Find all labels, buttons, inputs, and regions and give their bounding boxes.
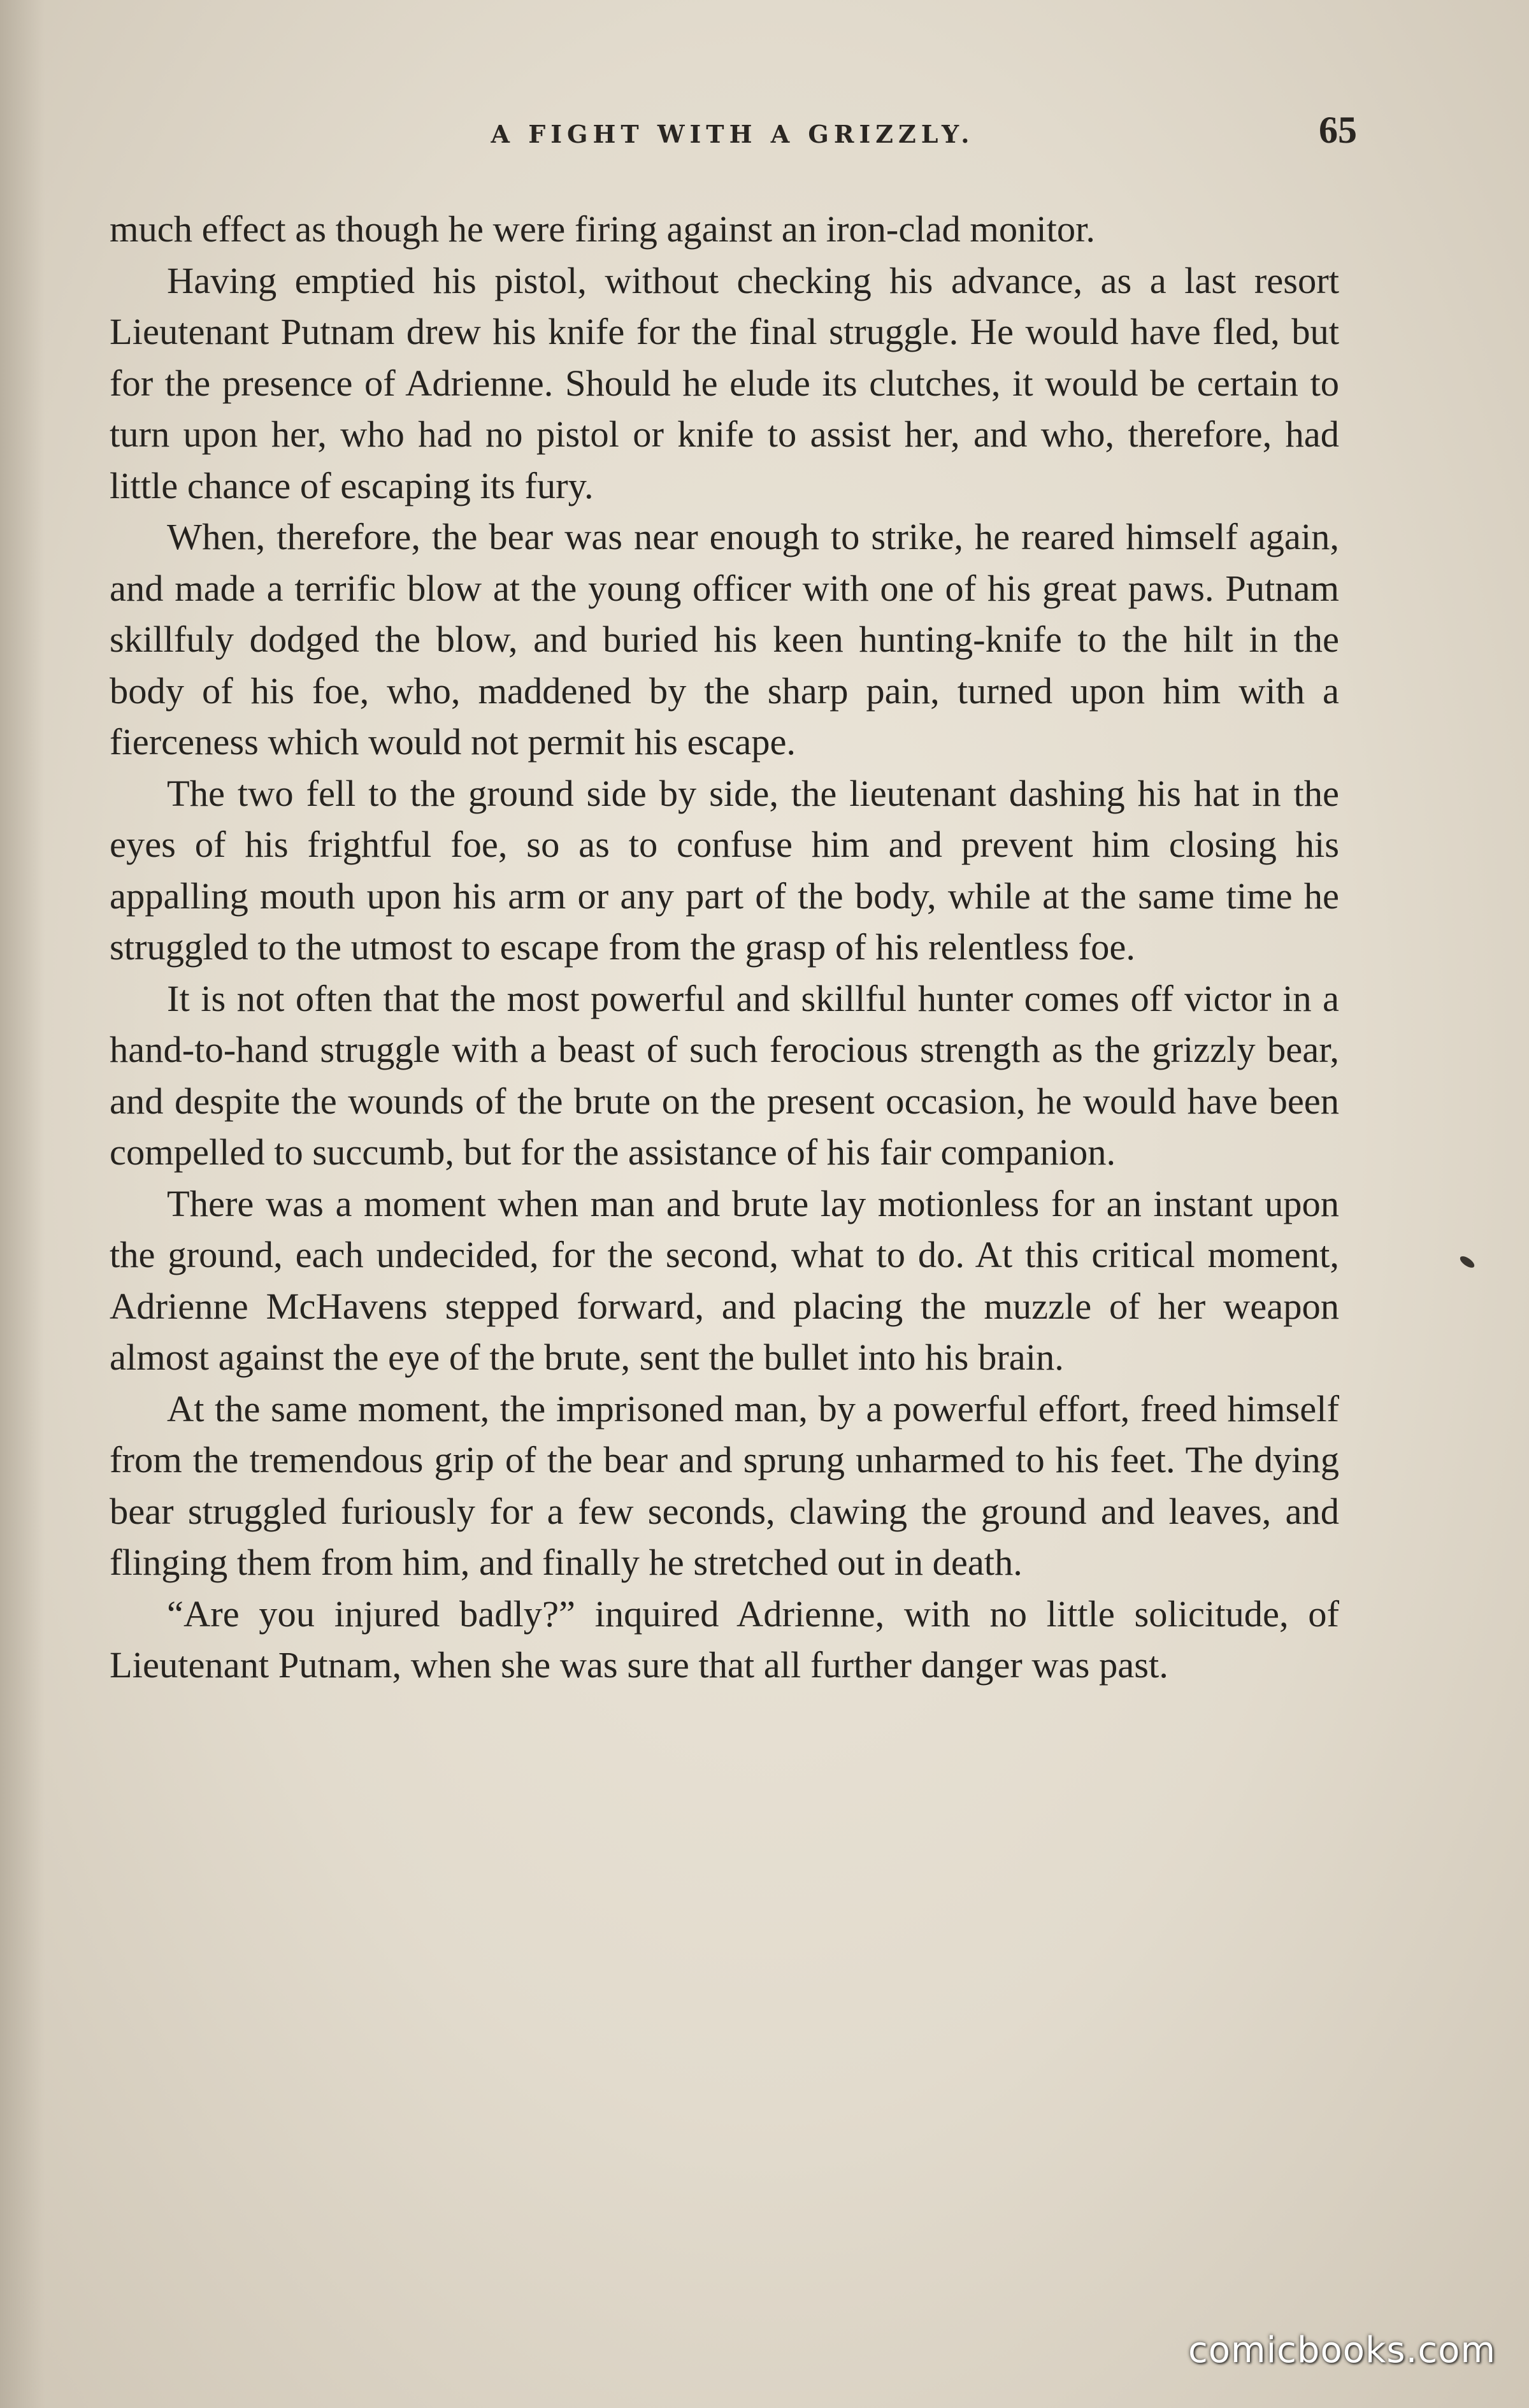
paragraph-4: The two fell to the ground side by side, the lieutenant dashing his hat in the eyes of his frightful foe, so as to confuse him and prevent him closing his appalling mouth upon his arm or any part of the body, while at the same time he struggled to the utmost to escape from the grasp of his relentless foe.: [110, 772, 1339, 968]
page-number: 65: [1319, 109, 1357, 151]
paragraph-7: At the same moment, the imprisoned man, by a powerful effort, freed himself from the tremendous grip of the bear and sprung unharmed to his feet. The dying bear struggled furiously for a few seconds, clawing the ground and leaves, and flinging them from him, and finally he stretched out in death.: [110, 1387, 1339, 1583]
paragraph-6: There was a moment when man and brute lay motionless for an instant upon the ground, each undecided, for the second, what to do. At this critical moment, Adrienne McHavens stepped forward, and placing the muzzle of her weapon almost against the eye of the brute, sent the bullet into his brain.: [110, 1182, 1339, 1378]
paragraph-1: much effect as though he were firing against an iron-clad monitor.: [110, 208, 1096, 250]
paper-speck: [1458, 1254, 1476, 1270]
paragraph-5: It is not often that the most powerful and skillful hunter comes off victor in a hand-to-hand struggle with a beast of such ferocious strength as the grizzly bear, and despite the wounds of the brute on the present occasion, he would have been compelled to succumb, but for the assistance of his fair companion.: [110, 977, 1339, 1173]
paragraph-2: Having emptied his pistol, without checking his advance, as a last resort Lieutenant Putnam drew his knife for the final struggle. He would have fled, but for the presence of Adrienne. Should he elude its clutches, it would be certain to turn upon her, who had no pistol or knife to assist her, and who, therefore, had little chance of escaping its fury.: [110, 259, 1339, 506]
chapter-title: A FIGHT WITH A GRIZZLY.: [491, 120, 975, 148]
running-head: [108, 108, 1357, 153]
watermark: comicbooks.com: [1188, 2330, 1496, 2371]
paragraph-8: “Are you injured badly?” inquired Adrienne, with no little solicitude, of Lieutenant Putnam, when she was sure that all further danger was past.: [110, 1593, 1339, 1686]
paragraph-3: When, therefore, the bear was near enough to strike, he reared himself again, and made a terrific blow at the young officer with one of his great paws. Putnam skillfuly dodged the blow, and buried his keen hunting-knife to the hilt in the body of his foe, who, maddened by the sharp pain, turned upon him with a fierceness which would not permit his escape.: [110, 516, 1339, 763]
body-text: [110, 204, 1339, 1691]
